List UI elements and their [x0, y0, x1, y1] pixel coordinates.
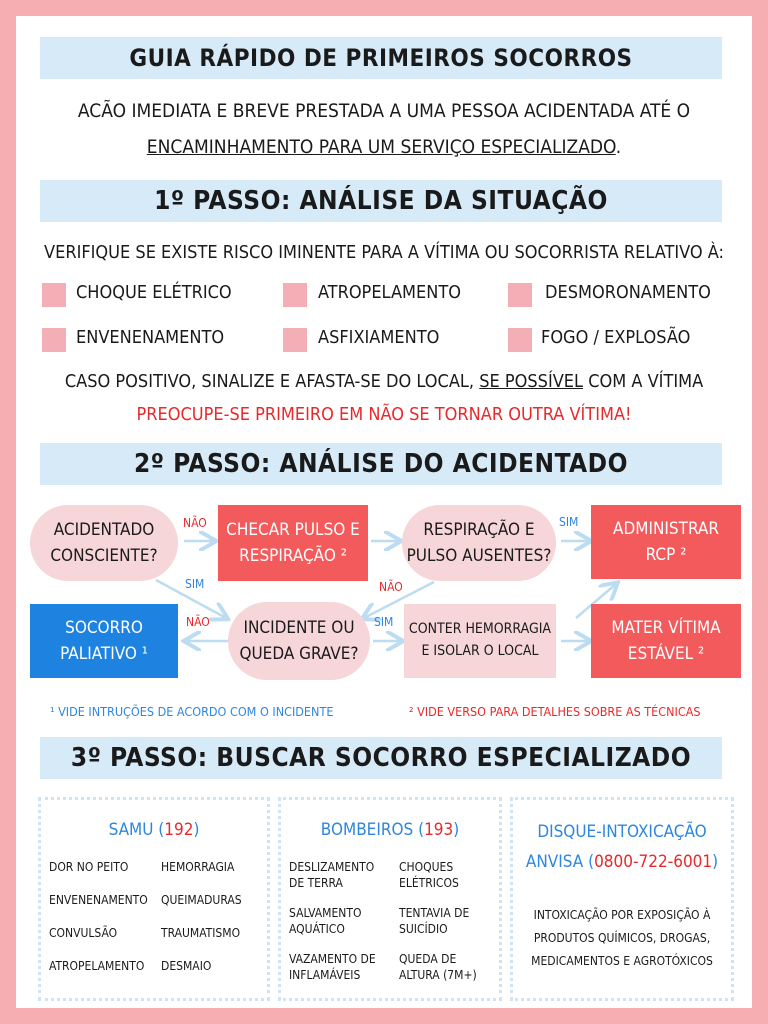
- risk-checkbox-asfixiamento[interactable]: [283, 328, 307, 352]
- page-card: [16, 16, 752, 1008]
- bombeiros-number: 193: [424, 820, 454, 840]
- risk-checkbox-atropelamento[interactable]: [283, 283, 307, 307]
- anvisa-number: 0800-722-6001: [594, 852, 713, 872]
- samu-item: ENVENENAMENTO: [49, 893, 148, 907]
- samu-number: 192: [164, 820, 194, 840]
- risk-checkbox-desmoronamento[interactable]: [508, 283, 532, 307]
- risk-checkbox-fogo[interactable]: [508, 328, 532, 352]
- samu-item: DESMAIO: [161, 959, 212, 973]
- label-sim-ausentes: SIM: [559, 515, 579, 529]
- risk-label-asfixiamento: ASFIXIAMENTO: [318, 327, 440, 348]
- advice-start: CASO POSITIVO, SINALIZE E AFASTA-SE DO LOCAL,: [64, 371, 475, 392]
- node-mater-vitima: MATER VÍTIMA ESTÁVEL ²: [591, 604, 741, 678]
- bombeiros-item: CHOQUES ELÉTRICOS: [399, 860, 459, 891]
- samu-item: QUEIMADURAS: [161, 893, 242, 907]
- samu-col-2: [161, 859, 242, 991]
- step1-question: VERIFIQUE SE EXISTE RISCO IMINENTE PARA A VÍTIMA OU SOCORRISTA RELATIVO À:: [44, 242, 724, 263]
- step1-advice: [16, 371, 752, 392]
- risk-label-envenenamento: ENVENENAMENTO: [76, 327, 225, 348]
- step1-title: 1º PASSO: ANÁLISE DA SITUAÇÃO: [40, 180, 722, 222]
- label-nao-ausentes: NÃO: [379, 580, 403, 594]
- advice-end: COM A VÍTIMA: [588, 371, 704, 392]
- bombeiros-item: SALVAMENTO AQUÁTICO: [289, 906, 362, 937]
- anvisa-box: [510, 797, 734, 1001]
- samu-item: HEMORRAGIA: [161, 860, 235, 874]
- node-administrar-rcp: ADMINISTRAR RCP ²: [591, 505, 741, 579]
- node-incidente-grave: INCIDENTE OU QUEDA GRAVE?: [228, 602, 370, 680]
- samu-heading: SAMU (192): [108, 820, 200, 840]
- label-sim-consciente: SIM: [185, 577, 205, 591]
- risk-checkbox-choque[interactable]: [42, 283, 66, 307]
- anvisa-line-1: DISQUE-INTOXICAÇÃO: [537, 822, 707, 842]
- anvisa-heading: ANVISA (0800-722-6001): [525, 852, 719, 872]
- advice-underlined: SE POSSÍVEL: [479, 371, 584, 392]
- anvisa-description: INTOXICAÇÃO POR EXPOSIÇÃO À PRODUTOS QUÍMICOS, DROGAS, MEDICAMENTOS E AGROTÓXICOS: [531, 908, 713, 968]
- intro-period: .: [615, 136, 622, 158]
- bombeiros-item: DESLIZAMENTO DE TERRA: [289, 860, 375, 891]
- node-checar-pulso: CHECAR PULSO E RESPIRAÇÃO ²: [218, 505, 368, 581]
- label-nao-consciente: NÃO: [183, 516, 207, 530]
- bombeiros-item: TENTAVIA DE SUICÍDIO: [399, 906, 470, 937]
- samu-item: CONVULSÃO: [49, 926, 118, 940]
- samu-item: TRAUMATISMO: [161, 926, 241, 940]
- risk-checkbox-envenenamento[interactable]: [42, 328, 66, 352]
- risk-label-atropelamento: ATROPELAMENTO: [318, 282, 462, 303]
- intro-line-2: [16, 136, 752, 158]
- bombeiros-col-2: [399, 859, 477, 997]
- bombeiros-item: QUEDA DE ALTURA (7M+): [399, 952, 477, 983]
- bombeiros-heading: BOMBEIROS (193): [320, 820, 460, 840]
- footnote-1: ¹ VIDE INTRUÇÕES DE ACORDO COM O INCIDENTE: [50, 704, 334, 719]
- samu-col-1: [49, 859, 148, 991]
- intro-line-1: ACÃO IMEDIATA E BREVE PRESTADA A UMA PESSOA ACIDENTADA ATÉ O: [77, 100, 691, 122]
- node-acidentado-consciente: ACIDENTADO CONSCIENTE?: [30, 505, 178, 581]
- footnote-2: ² VIDE VERSO PARA DETALHES SOBRE AS TÉCNICAS: [409, 704, 701, 719]
- page-title: GUIA RÁPIDO DE PRIMEIROS SOCORROS: [40, 37, 722, 79]
- label-sim-grave: SIM: [374, 615, 394, 629]
- node-socorro-paliativo: SOCORRO PALIATIVO ¹: [30, 604, 178, 678]
- bombeiros-item: VAZAMENTO DE INFLAMÁVEIS: [289, 952, 376, 983]
- node-respiracao-ausentes: RESPIRAÇÃO E PULSO AUSENTES?: [402, 505, 556, 581]
- bombeiros-box: [278, 797, 502, 1001]
- samu-box: [38, 797, 270, 1001]
- risk-label-desmoronamento: DESMORONAMENTO: [545, 282, 711, 303]
- step1-warning: PREOCUPE-SE PRIMEIRO EM NÃO SE TORNAR OUTRA VÍTIMA!: [136, 404, 632, 425]
- samu-item: ATROPELAMENTO: [49, 959, 145, 973]
- bombeiros-col-1: [289, 859, 376, 997]
- step2-title: 2º PASSO: ANÁLISE DO ACIDENTADO: [40, 443, 722, 485]
- intro-underlined: ENCAMINHAMENTO PARA UM SERVIÇO ESPECIALIZADO: [146, 136, 616, 158]
- node-conter-hemorragia: CONTER HEMORRAGIA E ISOLAR O LOCAL: [404, 604, 556, 678]
- samu-item: DOR NO PEITO: [49, 860, 129, 874]
- step3-title: 3º PASSO: BUSCAR SOCORRO ESPECIALIZADO: [40, 737, 722, 779]
- risk-label-choque: CHOQUE ELÉTRICO: [76, 282, 232, 303]
- risk-label-fogo: FOGO / EXPLOSÃO: [541, 327, 691, 348]
- label-nao-grave: NÃO: [186, 615, 210, 629]
